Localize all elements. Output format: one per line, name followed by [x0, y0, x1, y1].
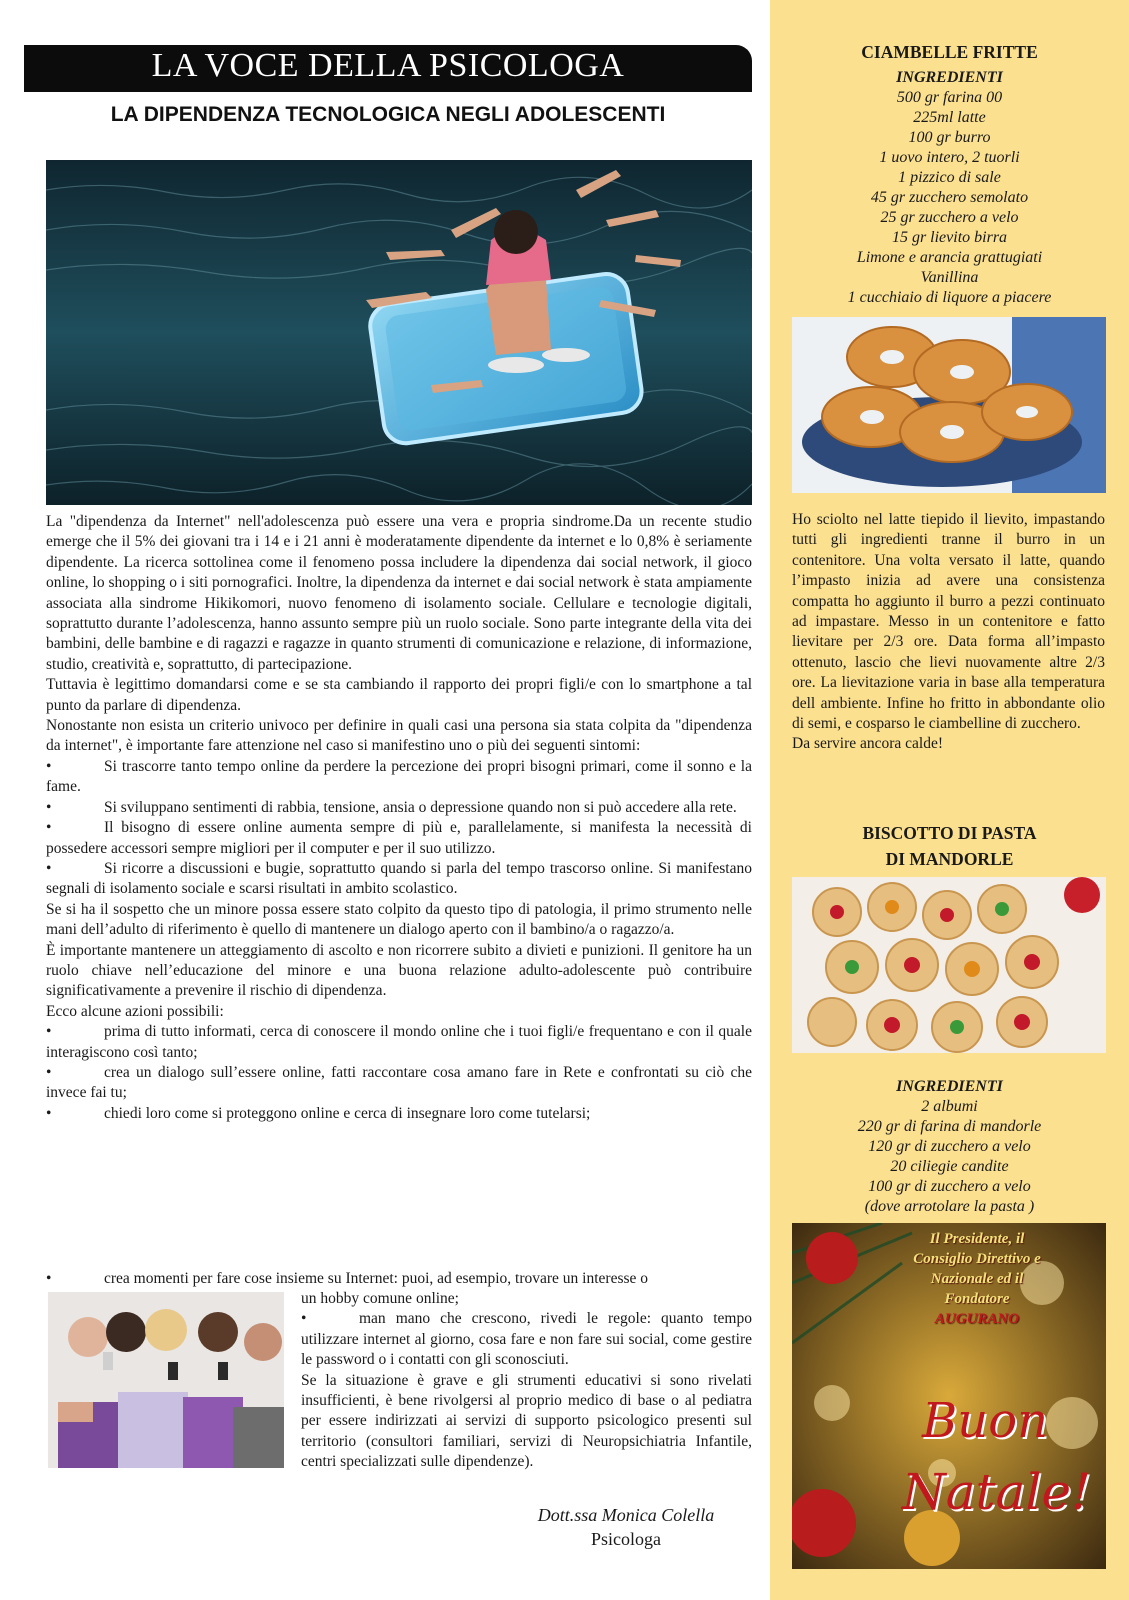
- article-title: LA DIPENDENZA TECNOLOGICA NEGLI ADOLESCENTI: [110, 103, 666, 126]
- ingredient: Vanillina: [920, 269, 979, 286]
- ingredient: 225ml latte: [913, 109, 986, 126]
- signature: [500, 1503, 752, 1551]
- symptom-item: • Si ricorre a discussioni e bugie, soprattutto quando si parla del tempo trascorso online. Si manifestano segnali di isolamento sociale e scarsi risultati in ambito scolastico.: [46, 859, 752, 898]
- christmas-greeting-card: [792, 1223, 1106, 1569]
- paragraph: Se la situazione è grave e gli strumenti educativi si sono rivelati insufficienti, è bene rivolgersi al proprio medico di base o al pediatra per essere indirizzati ai servizi di supporto psicologico presenti sul territorio (consultori familiari, servizi di Neuropsichiatria Infantile, centri specializzati sulle dipendenze).: [301, 1371, 752, 1471]
- bullet: •: [46, 1270, 52, 1287]
- recipe-title: CIAMBELLE FRITTE: [861, 42, 1038, 62]
- hero-image: [46, 160, 752, 505]
- action-item: • crea momenti per fare cose insieme su Internet: puoi, ad esempio, trovare un interesse o: [46, 1269, 752, 1289]
- ingredients-heading: INGREDIENTI: [896, 69, 1003, 86]
- ingredient: 500 gr farina 00: [896, 89, 1003, 106]
- greeting-text: Il Presidente, il Consiglio Direttivo e Nazionale ed il Fondatore AUGURANO: [913, 1231, 1041, 1327]
- article-body: [46, 512, 752, 1124]
- donuts-photo: [792, 317, 1106, 493]
- ingredients-list: [770, 1077, 1129, 1217]
- ingredient: 20 ciliegie candite: [890, 1158, 1009, 1175]
- symptom-item: • Il bisogno di essere online aumenta sempre di più e, parallelamente, si manifesta la necessità di possedere accessori sempre migliori per il computer e per il suo utilizzo.: [46, 819, 752, 857]
- ingredient: (dove arrotolare la pasta ): [864, 1198, 1035, 1215]
- teens-photo: [48, 1292, 284, 1468]
- recipe-method: Ho sciolto nel latte tiepido il lievito, impastando tutti gli ingredienti tranne il burro in un contenitore. Una volta versato il latte, quando l’impasto inizia ad avere una consistenza compatta ho aggiunto il burro a pezzi continuato ad impastare. Messo in un contenitore e fatto lievitare per 2/3 ore. Data forma all’impasto ottenuto, lascio che lievi nuovamente altre 2/3 ore. La lievitazione varia in base alla temperatura dell ambiente. Infine ho fritto in abbondante olio di semi, e cosparso le ciambelline di zucchero. Da servire ancora calde!: [792, 510, 1105, 755]
- ingredients-heading: INGREDIENTI: [896, 1078, 1003, 1095]
- section-title: LA VOCE DELLA PSICOLOGA: [151, 47, 625, 84]
- bullet: •: [46, 859, 52, 877]
- section-banner: [24, 45, 752, 92]
- paragraph: La "dipendenza da Internet" nell'adolescenza può essere una vera e propria sindrome.Da un recente studio emerge che il 5% dei giovani tra i 14 e i 21 anni è moderatamente dipendente da internet e lo 0,8% è seriamente dipendente. La ricerca sottolinea come il fenomeno possa includere la dipendenza dai social network, il gioco online, lo shopping o i siti pornografici. Inoltre, la dipendenza da internet e dai social network è stata ampiamente associata alla sindrome Hikikomori, nuovo fenomeno di isolamento sociale. Cellulare e tecnologie digitali, soprattutto durante l’adolescenza, hanno assunto sempre più un ruolo sociale. Sono parte integrante della vita dei bambini, delle bambine e di ragazzi e ragazze in quanto strumenti di comunicazione e relazione, di informazione, studio, creatività e, soprattutto, di partecipazione.: [46, 513, 752, 673]
- ingredient: 1 uovo intero, 2 tuorli: [879, 149, 1020, 166]
- ingredient: 220 gr di farina di mandorle: [857, 1118, 1042, 1135]
- bullet: •: [46, 757, 52, 775]
- action-item: • crea un dialogo sull’essere online, fatti raccontare cosa amano fare in Rete e confrontati su ciò che invece fai tu;: [46, 1063, 752, 1102]
- bullet: •: [46, 1104, 52, 1122]
- paragraph: Se si ha il sospetto che un minore possa essere stato colpito da questo tipo di patologia, il primo strumento nelle mani dell’adulto di riferimento è quello di mantenere un dialogo aperto con il bambino/a o ragazzo/a.: [46, 900, 752, 939]
- bullet: •: [301, 1310, 307, 1328]
- article-tail: [301, 1289, 752, 1473]
- paragraph: Tuttavia è legittimo domandarsi come e se sta cambiando il rapporto dei propri figli/e con lo smartphone a tal punto da parlare di dipendenza.: [46, 676, 752, 714]
- almond-cookies-photo: [792, 877, 1106, 1053]
- action-item: • prima di tutto informati, cerca di conoscere il mondo online che i tuoi figli/e frequentano e con il quale interagiscono così tanto;: [46, 1023, 752, 1061]
- serving-note: Da servire ancora calde!: [792, 735, 944, 753]
- ingredient: 120 gr di zucchero a velo: [868, 1138, 1031, 1155]
- bullet: •: [46, 1063, 52, 1081]
- ingredient: 100 gr di zucchero a velo: [868, 1178, 1031, 1195]
- ingredient: 1 pizzico di sale: [898, 169, 1001, 186]
- natale-text: Natale!: [902, 1463, 1092, 1521]
- ingredients-list: [770, 68, 1129, 308]
- action-item-continued: un hobby comune online;: [301, 1290, 459, 1307]
- author-role: Psicologa: [591, 1529, 661, 1549]
- paragraph: Nonostante non esista un criterio univoco per definire in quali casi una persona sia stata colpita da "dipendenza da internet", è importante fare attenzione nel caso si manifestino uno o più dei seguenti sintomi:: [46, 717, 752, 755]
- recipe-title: BISCOTTO DI PASTA DI MANDORLE: [862, 823, 1037, 869]
- symptom-item: • Si sviluppano sentimenti di rabbia, tensione, ansia o depressione quando non si può accedere alla rete.: [46, 798, 752, 818]
- ingredient: 1 cucchiaio di liquore a piacere: [847, 289, 1052, 306]
- author-name: Dott.ssa Monica Colella: [537, 1505, 715, 1525]
- bullet: •: [46, 1023, 52, 1041]
- action-item: • chiedi loro come si proteggono online e cerca di insegnare loro come tutelarsi;: [46, 1104, 752, 1124]
- ingredient: 25 gr zucchero a velo: [880, 209, 1019, 226]
- buon-text: Buon: [922, 1393, 1048, 1449]
- ingredient: 45 gr zucchero semolato: [870, 189, 1029, 206]
- action-item: • man mano che crescono, rivedi le regole: quanto tempo utilizzare internet al giorno, cosa fare e non fare sui social, come gestire le password o i contatti con gli sconosciuti.: [301, 1310, 752, 1369]
- paragraph: Ecco alcune azioni possibili:: [46, 1002, 224, 1020]
- paragraph: È importante mantenere un atteggiamento di ascolto e non ricorrere subito a divieti e punizioni. Il genitore ha un ruolo chiave nell’educazione del minore e una buona relazione adulto-adolescente può contribuire significativamente a prevenire il rischio di dipendenza.: [46, 941, 752, 1000]
- symptom-item: • Si trascorre tanto tempo online da perdere la percezione dei propri bisogni primari, come il sonno e la fame.: [46, 757, 752, 796]
- ingredient: 15 gr lievito birra: [891, 229, 1008, 246]
- ingredient: 2 albumi: [921, 1098, 978, 1115]
- bullet: •: [46, 798, 52, 816]
- recipes-sidebar: [770, 0, 1129, 1600]
- ingredient: 100 gr burro: [908, 129, 991, 146]
- bullet: •: [46, 819, 52, 837]
- ingredient: Limone e arancia grattugiati: [856, 249, 1043, 266]
